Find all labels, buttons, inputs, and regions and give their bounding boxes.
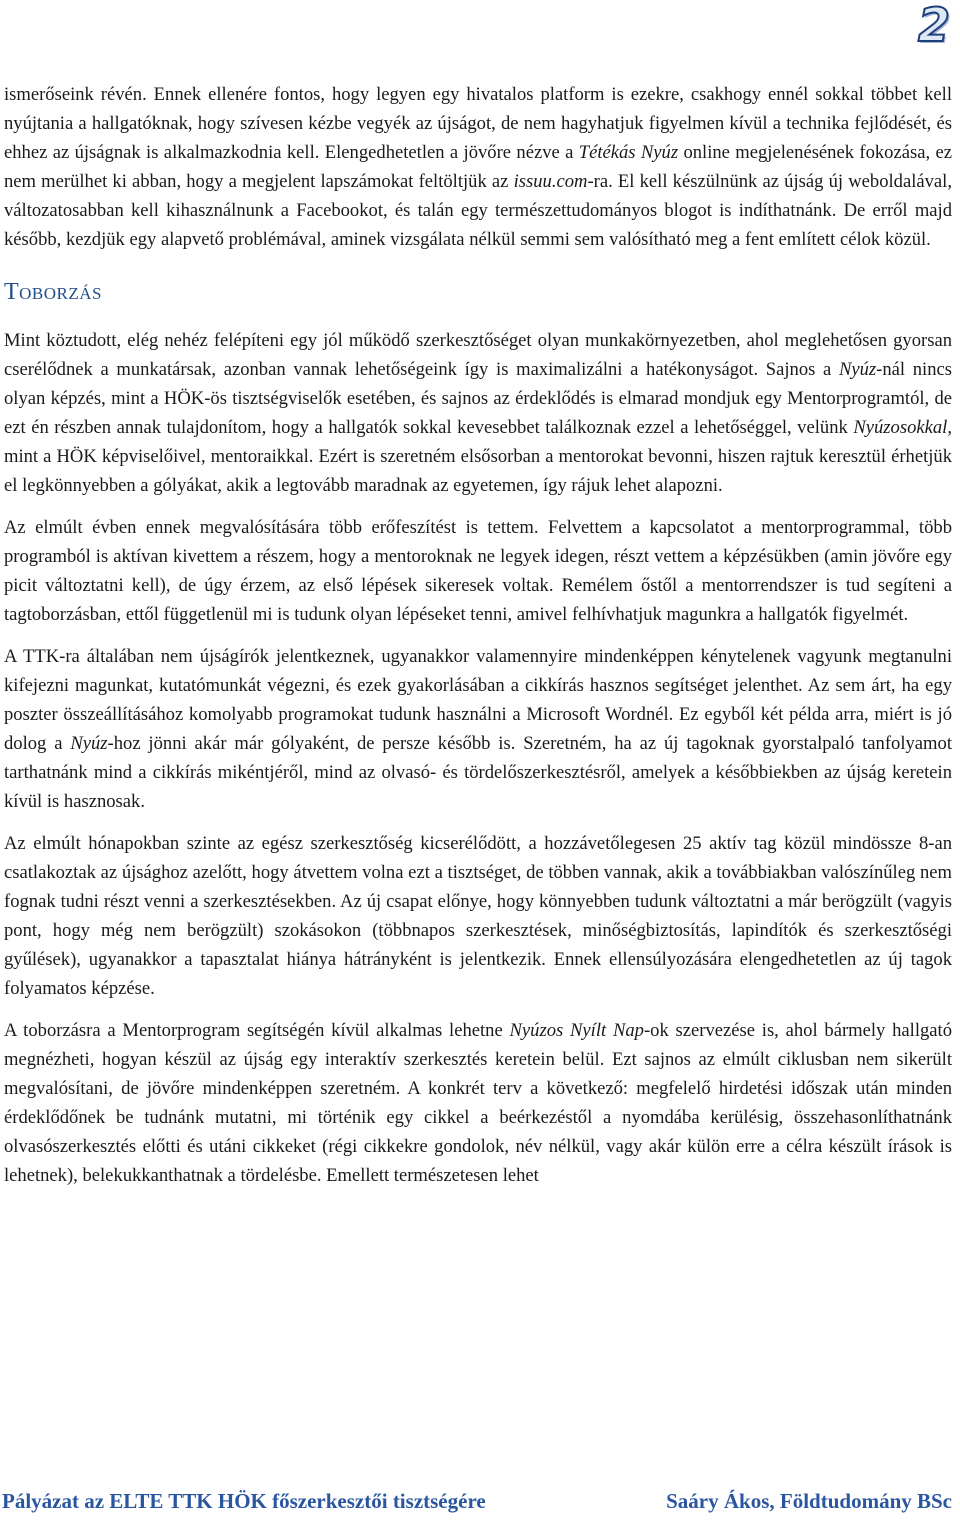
paragraph-open-day: A toborzásra a Mentorprogram segítségén kívül alkalmas lehetne Nyúzos Nyílt Nap-ok szervezése is, ahol bármely hallgató megnézheti, hogyan készül az újság egy interaktív szerkesztés keretein belül. Ezt sajnos az elmúlt ciklusban nem sikerült megvalósítani, de jövőre mindenképpen szeretném. A konkrét terv a következő: megfelelő hirdetési időszak után minden érdeklődőnek be tudnánk mutatni, mi történik egy cikkel a beérkezéstől a nyomdába kerülésig, összehasonlíthatnánk olvasószerkesztés előtti és utáni cikkeket (régi cikkekre gondolok, név nélkül, vagy akár külön erre a célra készült írások is lehetnek), belekukkanthatnak a tördelésbe. Emellett természetesen lehet <box>4 1020 952 1186</box>
footer-title: Pályázat az ELTE TTK HÖK főszerkesztői tisztségére <box>2 1489 486 1513</box>
document-body <box>4 80 952 1203</box>
paragraph-intro: ismerőseink révén. Ennek ellenére fontos, hogy legyen egy hivatalos platform is ezekre, csakhogy ennél sokkal többet kell nyújtania a hallgatóknak, hogy szívesen kézbe vegyék az újságot, de nem hagyhatjuk figyelmen kívül a technika fejlődését, és ehhez az újságnak is alkalmazkodnia kell. Elengedhetetlen a jövőre nézve a Tétékás Nyúz online megjelenésének fokozása, ez nem merülhet ki abban, hogy a megjelent lapszámokat feltöltjük az issuu.com-ra. El kell készülnünk az újság új weboldalával, változatosabban kell kihasználnunk a Facebookot, és talán egy természettudományos blogot is indíthatnánk. De erről majd később, kezdjük egy alapvető problémával, aminek vizsgálata nélkül semmi sem valósítható meg a fent említett célok közül. <box>4 84 952 250</box>
paragraph-recruiting-context: Mint köztudott, elég nehéz felépíteni egy jól működő szerkesztőséget olyan munkakörnyezetben, ahol meglehetősen gyorsan cserélődnek a munkatársak, azonban vannak lehetőségeink így is maximalizálni a hatékonyságot. Sajnos a Nyúz-nál nincs olyan képzés, mint a HÖK-ös tisztségviselők esetében, és sajnos az érdeklődés is elmarad mondjuk egy Mentorprogramtól, de ezt én részben annak tulajdonítom, hogy a hallgatók sokkal kevesebbet találkoznak ezzel a lehetőséggel, velünk Nyúzosokkal, mint a HÖK képviselőivel, mentoraikkal. Ezért is szeretném elsősorban a mentorokat bevonni, hiszen rajtuk keresztül érhetjük el legkönnyebben a gólyákat, akik a legtovább maradnak az egyetemen, így rájuk lehet alapozni. <box>4 330 952 496</box>
page-footer <box>0 1486 960 1516</box>
section-heading: Toborzás <box>4 279 103 305</box>
paragraph-new-team: Az elmúlt hónapokban szinte az egész szerkesztőség kicserélődött, a hozzávetőlegesen 25 aktív tag közül mindössze 8-an csatlakoztak az újsághoz azelőtt, hogy átvettem volna ezt a tisztséget, de többen vannak, akik a továbbiakban valószínűleg nem fognak tudni részt venni a szerkesztésekben. Az új csapat előnye, hogy könnyebben tudunk változtatni a már berögzült (vagyis pont, hogy még nem berögzült) szokásokon (többnapos szerkesztések, minőségbiztosítás, lapindítók és szerkesztőségi gyűlések), ugyanakkor a tapasztalat hiánya hátrányként is jelentkezik. Ennek ellensúlyozására elengedhetetlen az új tagok folyamatos képzése. <box>4 833 952 999</box>
footer-author: Saáry Ákos, Földtudomány BSc <box>666 1489 952 1513</box>
paragraph-skills: A TTK-ra általában nem újságírók jelentkeznek, ugyanakkor valamennyire mindenképpen kénytelenek vagyunk megtanulni kifejezni magunkat, kutatómunkát végezni, és ezek gyakorlásában a cikkírás hasznos segítséget jelenthet. Az sem árt, ha egy poszter összeállításához komolyabb programokat tudunk használni a Microsoft Wordnél. Ez egyből két példa arra, miért is jó dolog a Nyúz-hoz jönni akár már gólyaként, de persze később is. Szeretném, ha az új tagoknak gyorstalpaló tanfolyamot tarthatnánk mind a cikkírás mikéntjéről, mind az olvasó- és tördelőszerkesztésről, amelyek a későbbiekben az újság keretein kívül is hasznosak. <box>4 646 952 812</box>
page-number: 2 <box>917 0 950 52</box>
paragraph-mentor-efforts: Az elmúlt évben ennek megvalósítására több erőfeszítést is tettem. Felvettem a kapcsolatot a mentorprogrammal, több programból is aktívan kivettem a részem, hogy a mentoroknak ne legyek idegen, részt vettem a képzésükben (amin jövőre egy picit változtatni kell), de úgy érzem, az első lépések sikeresek voltak. Remélem őstől a mentorrendszer is tud segíteni a tagtoborzásban, ettől függetlenül mi is tudunk olyan lépéseket tenni, amivel felhívhatjuk magunkra a hallgatók figyelmét. <box>4 517 952 625</box>
